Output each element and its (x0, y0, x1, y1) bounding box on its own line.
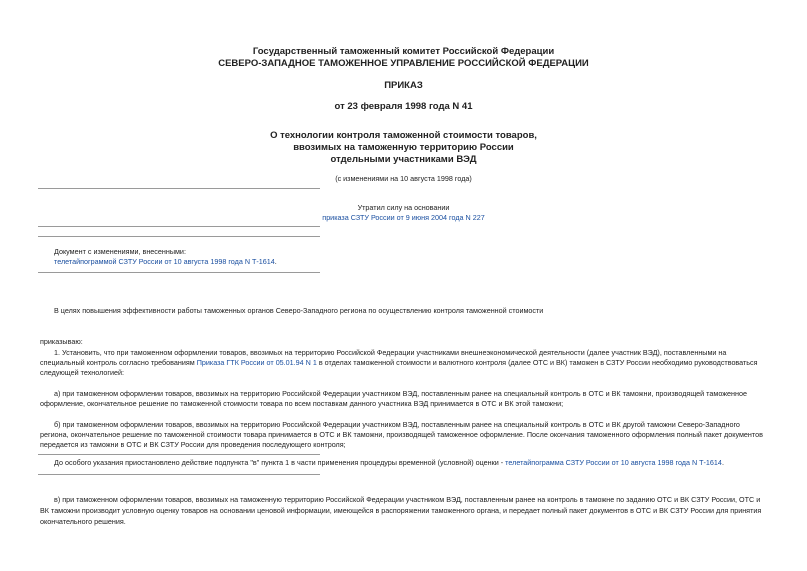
item-1-line-1: 1. Установить, что при таможенном оформлении товаров, ввозимых на территорию Российской Федерации участниками внешнеэкономической деятельности (далее участник ВЭД), поставленными на (54, 348, 727, 357)
suspension-note: До особого указания приостановлено действие подпункта "в" пункта 1 в части применения процедуры временной (условной) оценки - телетайпограмма СЗТУ России от 10 августа 1998 года N Т-1614. (54, 458, 724, 467)
title-line-1: О технологии контроля таможенной стоимости товаров, (270, 130, 537, 141)
changes-label: Документ с изменениями, внесенными: (54, 247, 186, 256)
item-b-line-3: передается из таможни в ОТС и ВК СЗТУ России для проведения последующего контроля; (40, 440, 346, 449)
divider (38, 226, 320, 227)
item-1-line-2: специальный контроль согласно требованиям Приказа ГТК России от 05.01.94 N 1 в отделах таможенной стоимости и валютного контроля (далее ОТС и ВК) таможен в СЗТУ России необходимо руководствоваться (40, 358, 758, 367)
org-line-2: СЕВЕРО-ЗАПАДНОЕ ТАМОЖЕННОЕ УПРАВЛЕНИЕ РОССИЙСКОЙ ФЕДЕРАЦИИ (218, 58, 589, 69)
divider (38, 454, 320, 455)
divider (38, 236, 320, 237)
preamble: В целях повышения эффективности работы таможенных органов Северо-Западного региона по осуществлению контроля таможенной стоимости (54, 306, 544, 315)
divider (38, 188, 320, 189)
item-1-line-3: следующей технологией: (40, 368, 125, 377)
item-b-line-2: региона, окончательное решение по таможенной стоимости товара принимается в ОТС и ВК таможни, производящей таможенное оформление. После окончания таможенного оформления полный пакет документов (40, 430, 763, 439)
item-c-line-2: ВК таможни производит условную оценку товаров на основании ценовой информации, имеющейся в распоряжении таможенного органа, и передает полный пакет документов в ОТС и ВК СЗТУ России для принятия (40, 506, 762, 515)
doc-date: от 23 февраля 1998 года N 41 (334, 101, 473, 112)
doc-type: ПРИКАЗ (384, 80, 423, 91)
title-line-3: отдельными участниками ВЭД (330, 154, 477, 165)
org-line-1: Государственный таможенный комитет Российской Федерации (252, 46, 555, 57)
order-gtk-link[interactable]: Приказа ГТК России от 05.01.94 N 1 (196, 358, 317, 367)
item-b-line-1: б) при таможенном оформлении товаров, ввозимых на территорию Российской Федерации участником ВЭД, поставленным ранее на специальный контроль в ОТС и ВК другой таможни Северо-Западного (54, 420, 740, 429)
note-link[interactable]: телетайпограмма СЗТУ России от 10 августа 1998 года N Т-1614 (505, 458, 722, 467)
order-word: приказываю: (40, 337, 83, 346)
item-a-line-2: оформление, окончательное решение по таможенной стоимости товара по всем поставкам данного участника ВЭД принимается в ОТС и ВК этой таможни; (40, 399, 564, 408)
item-c-line-3: окончательного решения. (40, 517, 126, 526)
lost-force-text: Утратил силу на основании (357, 203, 450, 212)
title-line-2: ввозимых на таможенную территорию России (293, 142, 514, 153)
item-c-line-1: в) при таможенном оформлении товаров, ввозимых на таможенную территорию Российской Федерации участником ВЭД, поставленным ранее на контроль в таможне по заданию ОТС и ВК СЗТУ России, ОТС и (54, 495, 761, 504)
lost-force-link[interactable]: приказа СЗТУ России от 9 июня 2004 года N 227 (322, 213, 485, 222)
divider (38, 474, 320, 475)
changes-link[interactable]: телетайпограммой СЗТУ России от 10 августа 1998 года N Т-1614 (54, 257, 275, 266)
divider (38, 272, 320, 273)
amendments-note: (с изменениями на 10 августа 1998 года) (335, 174, 472, 183)
item-a-line-1: а) при таможенном оформлении товаров, ввозимых на территорию Российской Федерации участником ВЭД, поставленным ранее на специальный контроль в ОТС и ВК таможни, производящей таможенное (54, 389, 747, 398)
changes-link-line: телетайпограммой СЗТУ России от 10 августа 1998 года N Т-1614. (54, 257, 277, 266)
